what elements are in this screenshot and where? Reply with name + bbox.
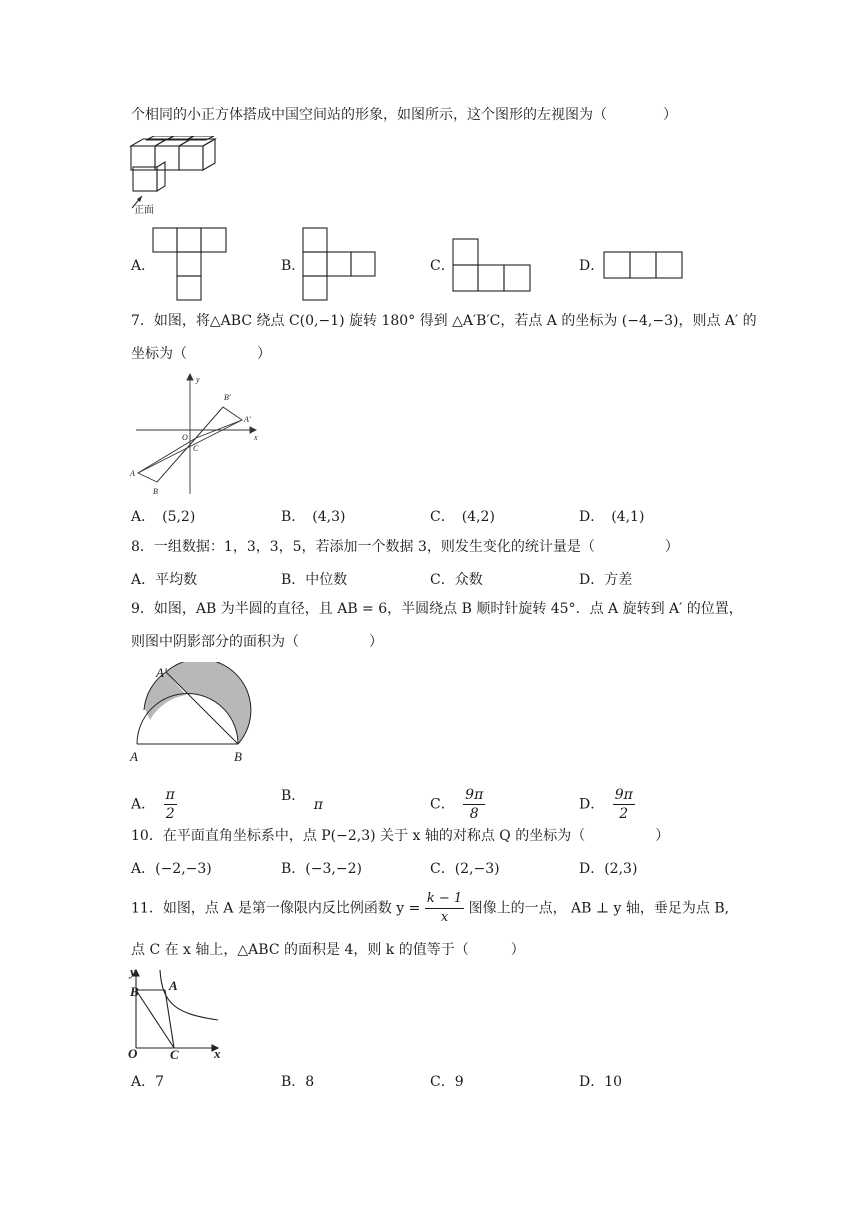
q11-stem-post: 图像上的一点， AB ⊥ y 轴，垂足为点 B, (468, 900, 730, 917)
q9-stem-line1: 9．如图，AB 为半圆的直径，且 AB = 6，半圆绕点 B 顺时针旋转 45°．点 A 旋转到 A′ 的位置， (131, 601, 743, 617)
q6-option-b-figure (302, 227, 378, 301)
q9-label-aprime: A′ (156, 665, 167, 680)
q9-semicircle-figure (126, 662, 256, 766)
q9-label-a: A (130, 749, 138, 764)
q6-option-d-figure (603, 251, 683, 279)
q7-option-b: B． (4,3) (281, 509, 346, 525)
q9-option-b (281, 786, 323, 813)
q7-label-b: B (153, 487, 158, 496)
q7-stem-line1: 7．如图，将△ABC 绕点 C(0,−1) 旋转 180° 得到 △A′B′C，若点 A 的坐标为 (−4,−3)，则点 A′ 的 (131, 313, 757, 329)
q6-option-c-label: C． (430, 258, 455, 274)
q9-stem-line2: 则图中阴影部分的面积为（ ） (131, 634, 383, 650)
q6-option-a-figure (152, 227, 230, 301)
q11-option-a: A．7 (131, 1074, 165, 1090)
q10-option-c: C．(2,−3) (430, 861, 500, 877)
q9-option-b-value: π (313, 797, 323, 813)
q6-option-c-figure (452, 238, 532, 292)
q11-label-x: x (214, 1046, 221, 1060)
q6-option-a-label: A． (131, 258, 156, 274)
q6-stem: 个相同的小正方体搭成中国空间站的形象，如图所示，这个图形的左视图为（ ） (131, 107, 677, 123)
q8-option-c: C．众数 (430, 572, 483, 588)
q11-function-fraction: $\frac{k - 1}{x}$ (426, 891, 463, 925)
q11-label-y: y (130, 964, 136, 979)
q11-stem-line1 (131, 890, 729, 927)
q6-cube-figure (128, 136, 218, 218)
q7-option-a: A． (5,2) (131, 509, 196, 525)
q11-stem-line2: 点 C 在 x 轴上，△ABC 的面积是 4，则 k 的值等于（ ） (131, 942, 525, 958)
q7-label-bprime: B′ (224, 393, 231, 402)
q7-label-y: y (196, 375, 200, 384)
q7-label-c: C (193, 444, 199, 453)
q7-label-o: O (182, 433, 188, 442)
q10-option-b: B．(−3,−2) (281, 861, 362, 877)
q9-option-a-fraction: $\frac{\pi}{2}$ (165, 787, 175, 822)
q11-option-b: B．8 (281, 1074, 315, 1090)
q8-option-d: D．方差 (579, 572, 633, 588)
q10-option-d: D．(2,3) (579, 861, 638, 877)
q9-option-a-label: A． (131, 796, 156, 813)
q10-stem: 10．在平面直角坐标系中，点 P(−2,3) 关于 x 轴的对称点 Q 的坐标为（ ） (131, 828, 670, 844)
q9-option-c (430, 786, 485, 823)
q9-option-d (579, 786, 635, 823)
q9-option-b-label: B． (281, 788, 306, 804)
q9-option-a (131, 786, 177, 823)
q7-option-c: C． (4,2) (430, 509, 495, 525)
q7-label-x: x (254, 433, 258, 442)
q11-hyperbola-figure (126, 964, 226, 1060)
q11-label-o: O (128, 1046, 138, 1060)
q7-label-aprime: A′ (244, 415, 251, 424)
q9-option-d-label: D． (579, 796, 605, 813)
q11-option-c: C．9 (430, 1074, 464, 1090)
q11-label-a: A (169, 978, 178, 993)
q10-option-a: A．(−2,−3) (131, 861, 212, 877)
q8-stem: 8．一组数据：1，3，3，5，若添加一个数据 3，则发生变化的统计量是（ ） (131, 539, 679, 555)
q7-option-d: D． (4,1) (579, 509, 645, 525)
q11-option-d: D．10 (579, 1074, 623, 1090)
q9-option-c-fraction: $\frac{9\pi}{8}$ (465, 787, 484, 822)
q7-coordinate-figure (128, 370, 264, 498)
q8-option-b: B．中位数 (281, 572, 348, 588)
q6-option-b-label: B． (281, 258, 306, 274)
q6-front-label: 正面 (134, 205, 154, 216)
q9-option-c-label: C． (430, 796, 455, 813)
q9-label-b: B (234, 749, 242, 764)
q11-stem-pre: 11．如图，点 A 是第一像限内反比例函数 y = (131, 900, 421, 917)
q9-option-d-fraction: $\frac{9\pi}{2}$ (614, 787, 633, 822)
q7-label-a: A (130, 469, 135, 478)
q8-option-a: A．平均数 (131, 572, 198, 588)
q6-option-d-label: D． (579, 258, 605, 274)
q7-stem-line2: 坐标为（ ） (131, 346, 271, 362)
q11-label-c: C (170, 1047, 179, 1060)
q11-label-b: B (130, 984, 139, 999)
